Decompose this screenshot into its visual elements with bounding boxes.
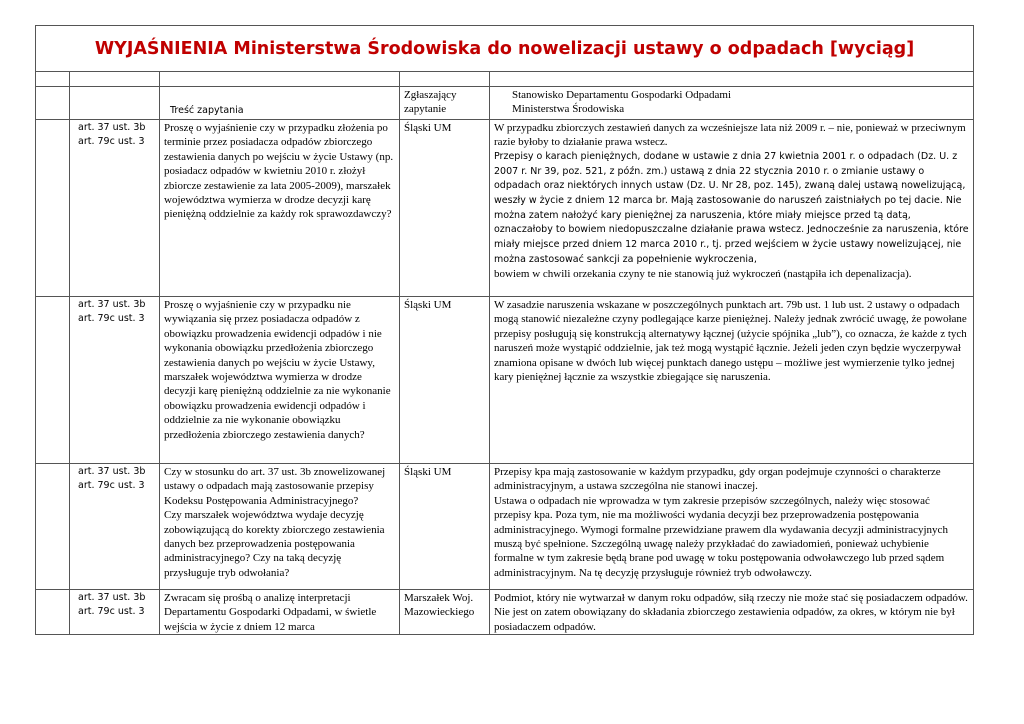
document-page	[35, 25, 973, 635]
document-title: WYJAŚNIENIA Ministerstwa Środowiska do nowelizacji ustawy o odpadach [wyciąg]	[36, 26, 974, 72]
article-reference: art. 37 ust. 3b art. 79c ust. 3	[70, 120, 160, 297]
header-question: Treść zapytania	[160, 87, 400, 120]
article-reference: art. 37 ust. 3b art. 79c ust. 3	[70, 297, 160, 464]
answer-text: Przepisy kpa mają zastosowanie w każdym przypadku, gdy organ podejmuje czynności o charakterze administracyjnym, a ustawa szczególna nie stanowi inaczej. Ustawa o odpadach nie wprowadza w tym zakresie przepisów szczególnych, należy więc stosować przepisy kpa. Poza tym, nie ma możliwości wydania decyzji bez przeprowadzenia postępowania administracyjnego. Wymogi formalne przewidziane prawem dla wydawania decyzji administracyjnych muszą być spełnione. Szczególną uwagę należy przykładać do zawiadomień, ponieważ uchybienie formalne w tym zakresie będą brane pod uwagę w toku postępowania odwoławczego lub przed sądem administracyjnym. Na tę decyzję przysługuje również tryb odwoławczy.	[490, 464, 974, 590]
table-row	[36, 120, 974, 297]
answer-text: W zasadzie naruszenia wskazane w poszczególnych punktach art. 79b ust. 1 lub ust. 2 ustawy o odpadach mogą stanowić niezależne czyny podlegające karze pieniężnej. Należy jednak zwrócić uwagę, że powołane przepisy posługują się konstrukcją alternatywy łącznej (użycie spójnika „lub”), co oznacza, że każde z tych naruszeń może wystąpić oddzielnie, jak też mogą wystąpić łącznie. Jeżeli jeden czyn będzie wyczerpywał znamiona opisane w dwóch lub więcej punktach danego ustępu – możliwe jest wymierzenie tylko jednej kary pieniężnej łącznie za wszystkie zbiegające się naruszenia.	[490, 297, 974, 464]
article-reference: art. 37 ust. 3b art. 79c ust. 3	[70, 590, 160, 635]
header-position-line1: Stanowisko Departamentu Gospodarki Odpadami	[512, 89, 732, 101]
answer-text: Podmiot, który nie wytwarzał w danym roku odpadów, siłą rzeczy nie może stać się posiadaczem odpadów. Nie jest on zatem obowiązany do składania zbiorczego zestawienia odpadów, za okres, w którym nie był posiadaczem odpadów.	[490, 590, 974, 635]
submitter: Śląski UM	[400, 464, 490, 590]
header-position-line2: Ministerstwa Środowiska	[512, 103, 625, 116]
answer-text: W przypadku zbiorczych zestawień danych za wcześniejsze lata niż 2009 r. – nie, ponieważ w przeciwnym razie byłoby to działanie prawa wstecz. Przepisy o karach pieniężnych, dodane w ustawie z dnia 27 kwietnia 2001 r. o odpadach (Dz. U. z 2007 r. Nr 39, poz. 521, z późn. zm.) ustawą z dnia 22 stycznia 2010 r. o zmianie ustawy o odpadach oraz niektórych innych ustaw (Dz. U. Nr 28, poz. 145), zwaną dalej ustawą nowelizującą, weszły w życie z dniem 12 marca br. Mają zastosowanie do naruszeń zaistniałych po tej dacie. Nie można zatem nałożyć kary pieniężnej za naruszenia, które miały miejsce przed tą datą, oznaczałoby to bowiem niedopuszczalne działanie prawa wstecz. Jednocześnie za naruszenia, które miały miejsce przed dniem 12 marca 2010 r., tj. przed wejściem w życie ustawy nowelizującej, nie można zastosować sankcji za popełnienie wykroczenia, bowiem w chwili orzekania czyny te nie stanowią już wykroczeń (nastąpiła ich depenalizacja).	[490, 120, 974, 297]
table-row	[36, 590, 974, 635]
table-row	[36, 297, 974, 464]
question-text: Czy w stosunku do art. 37 ust. 3b znowelizowanej ustawy o odpadach mają zastosowanie przepisy Kodeksu Postępowania Administracyjnego? Czy marszałek województwa wydaje decyzję zobowiązującą do korekty zbiorczego zestawienia danych bez przeprowadzenia postępowania administracyjnego? Czy na taką decyzję przysługuje tryb odwołania?	[160, 464, 400, 590]
question-text: Proszę o wyjaśnienie czy w przypadku złożenia po terminie przez posiadacza odpadów zbiorczego zestawienia danych po wejściu w życie Ustawy (np. posiadacz odpadów w kwietniu 2010 r. złożył zbiorcze zestawienie za lata 2005-2009), marszałek województwa wymierza w drodze decyzji karę pieniężną oddzielnie za każdy rok sprawozdawczy?	[160, 120, 400, 297]
explanations-table	[35, 25, 974, 635]
header-position	[490, 87, 974, 120]
header-submitter: Zgłaszający zapytanie	[400, 87, 490, 120]
article-reference: art. 37 ust. 3b art. 79c ust. 3	[70, 464, 160, 590]
spacer-row	[36, 72, 974, 87]
submitter: Śląski UM	[400, 120, 490, 297]
submitter: Marszałek Woj. Mazowieckiego	[400, 590, 490, 635]
question-text: Zwracam się prośbą o analizę interpretacji Departamentu Gospodarki Odpadami, w świetle wejścia w życie z dniem 12 marca	[160, 590, 400, 635]
question-text: Proszę o wyjaśnienie czy w przypadku nie wywiązania się przez posiadacza odpadów z obowiązku prowadzenia ewidencji odpadów i nie wykonania obowiązku przedłożenia zbiorczego zestawienia danych po wejściu w życie Ustawy, marszałek województwa wymierza w drodze decyzji karę pieniężną oddzielnie za nie wykonanie obowiązku prowadzenia ewidencji odpadów i oddzielnie za nie wykonanie obowiązku przedłożenia zbiorczego zestawienia danych?	[160, 297, 400, 464]
submitter: Śląski UM	[400, 297, 490, 464]
header-row	[36, 87, 974, 120]
table-row	[36, 464, 974, 590]
